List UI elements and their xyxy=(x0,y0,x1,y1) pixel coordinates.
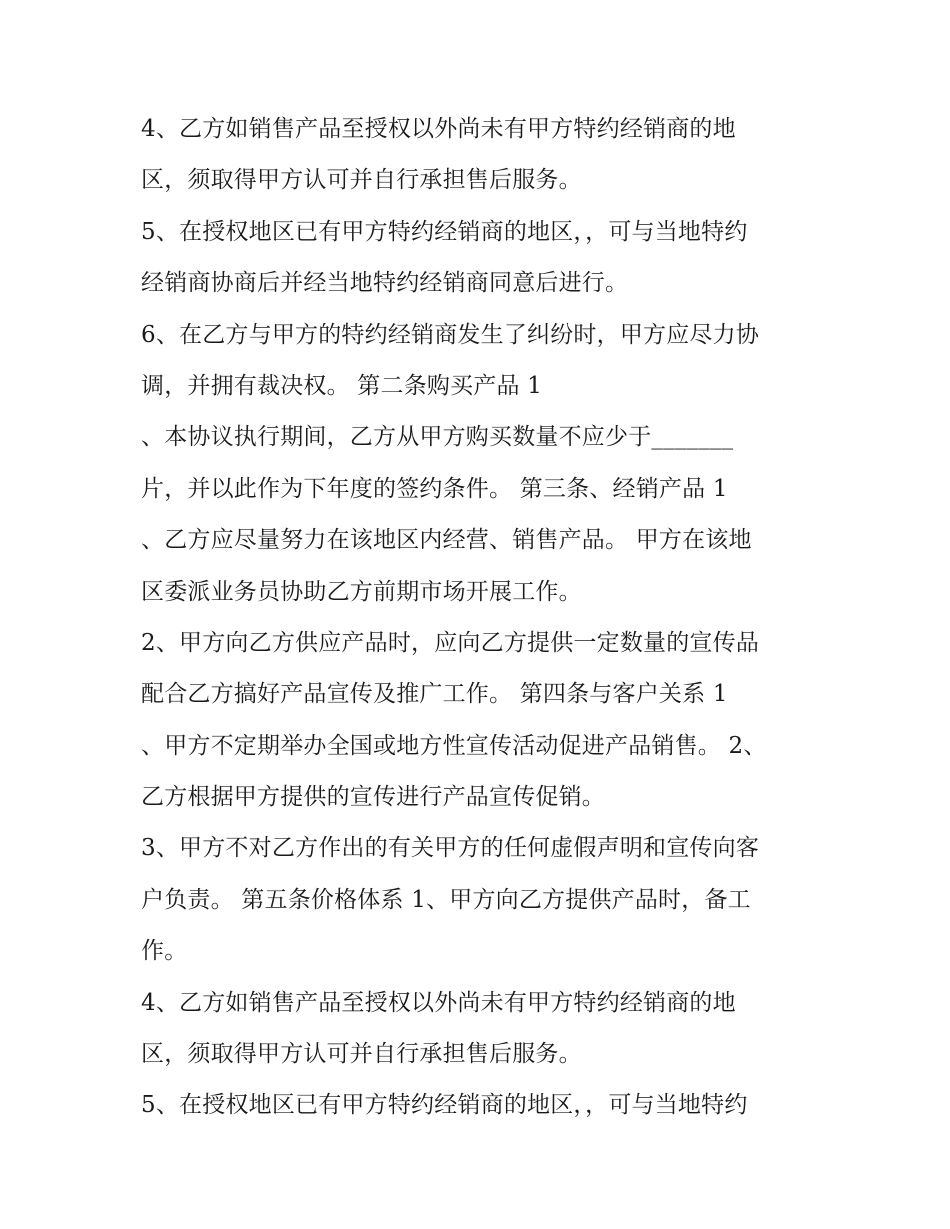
text-line: 、乙方应尽量努力在该地区内经营、销售产品。 甲方在该地 xyxy=(141,527,752,554)
text-line: 3、甲方不对乙方作出的有关甲方的任何虚假声明和宣传向客 xyxy=(141,835,760,862)
text-line: 区，须取得甲方认可并自行承担售后服务。 xyxy=(141,1041,582,1068)
text-line: 配合乙方搞好产品宣传及推广工作。 第四条与客户关系 1 xyxy=(141,681,728,708)
text-line: 经销商协商后并经当地特约经销商同意后进行。 xyxy=(141,270,629,297)
text-line: 5、在授权地区已有甲方特约经销商的地区，，可与当地特约 xyxy=(141,1092,748,1119)
text-line: 4、乙方如销售产品至授权以外尚未有甲方特约经销商的地 xyxy=(141,116,736,142)
text-line: 、甲方不定期举办全国或地方性宣传活动促进产品销售。 2、 xyxy=(141,732,767,759)
text-line: 作。 xyxy=(141,938,188,965)
text-line: 片，并以此作为下年度的签约条件。 第三条、经销产品 1 xyxy=(141,475,728,502)
text-line: 区，须取得甲方认可并自行承担售后服务。 xyxy=(141,167,582,194)
text-line: 2、甲方向乙方供应产品时，应向乙方提供一定数量的宣传品 xyxy=(141,629,760,656)
text-line: 4、乙方如销售产品至授权以外尚未有甲方特约经销商的地 xyxy=(141,989,736,1016)
text-line: 户负责。 第五条价格体系 1、甲方向乙方提供产品时，备工 xyxy=(141,886,751,913)
text-line: 乙方根据甲方提供的宣传进行产品宣传促销。 xyxy=(141,784,605,811)
text-line: 区委派业务员协助乙方前期市场开展工作。 xyxy=(141,578,582,605)
document-body xyxy=(141,104,821,1132)
text-line: 5、在授权地区已有甲方特约经销商的地区，，可与当地特约 xyxy=(141,218,748,245)
text-line: 调，并拥有裁决权。 第二条购买产品 1 xyxy=(141,372,543,399)
text-line: 6、在乙方与甲方的特约经销商发生了纠纷时，甲方应尽力协 xyxy=(141,321,760,348)
text-line: 、本协议执行期间，乙方从甲方购买数量不应少于_______ xyxy=(141,424,734,451)
